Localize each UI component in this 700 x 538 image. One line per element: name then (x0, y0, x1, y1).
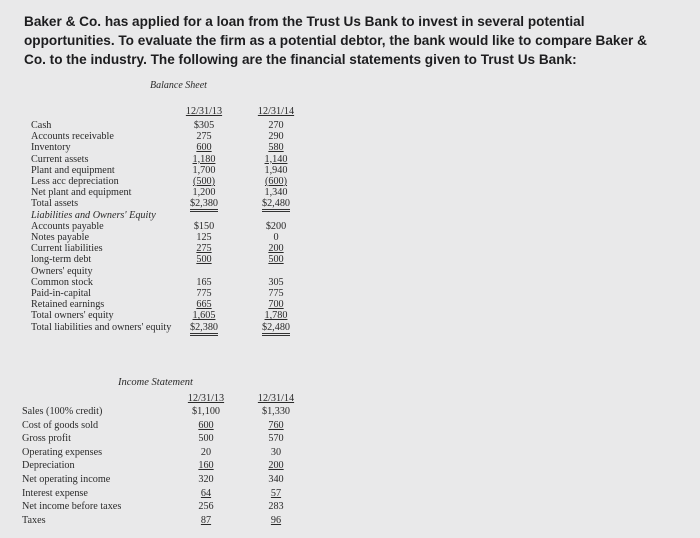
is-col1-header: 12/31/13 (187, 393, 225, 404)
bs-label: Current assets (31, 153, 89, 165)
bs-label: Paid-in-capital (31, 288, 91, 299)
is-value-2013: 320 (198, 474, 214, 485)
bs-value-2014: 500 (268, 254, 284, 266)
bs-value-2014: $200 (265, 220, 287, 232)
balance-sheet-caption: Balance Sheet (150, 80, 207, 91)
bs-value-2014: 1,780 (264, 310, 288, 322)
bs-label: Current liabilities (31, 243, 103, 255)
bs-value-2013: $2,380 (178, 198, 230, 209)
bs-label: Retained earnings (31, 299, 105, 311)
bs-value-2013: $150 (193, 220, 215, 232)
income-statement-caption: Income Statement (118, 377, 193, 388)
is-label: Cost of goods sold (22, 419, 99, 431)
bs-value-2013: 165 (196, 276, 212, 288)
is-value-2014: 340 (268, 474, 284, 485)
is-row (0, 420, 700, 433)
bs-value-2013: 775 (196, 288, 212, 299)
is-value-2014: 570 (268, 433, 284, 445)
bs-row (0, 322, 700, 335)
is-row (0, 460, 700, 473)
bs-column-headers (0, 106, 700, 119)
bs-label: Notes payable (31, 232, 89, 243)
bs-label: Total assets (31, 198, 79, 210)
is-column-headers (0, 393, 700, 406)
is-label: Operating expenses (22, 446, 103, 458)
bs-value-2013: 275 (196, 131, 212, 143)
bs-value-2014: 775 (268, 288, 284, 299)
bs-label: Total liabilities and owners' equity (31, 321, 172, 333)
bs-value-2013: 1,605 (192, 310, 216, 322)
is-row (0, 488, 700, 501)
bs-value-2013: 275 (196, 243, 212, 255)
bs-label: Liabilities and Owners' Equity (31, 209, 156, 221)
bs-value-2014: 1,940 (264, 164, 288, 176)
bs-label: Net plant and equipment (31, 187, 132, 199)
is-row (0, 433, 700, 446)
is-row (0, 406, 700, 419)
bs-value-2013: 1,200 (192, 187, 216, 199)
is-label: Sales (100% credit) (22, 406, 103, 417)
is-value-2014: 57 (270, 487, 282, 499)
bs-value-2014: 270 (268, 120, 284, 131)
bs-value-2014: $2,480 (250, 198, 302, 209)
is-value-2014: 283 (268, 501, 284, 513)
is-row (0, 515, 700, 528)
problem-statement: Baker & Co. has applied for a loan from the Trust Us Bank to invest in several potential opportunities. To evaluate the firm as a potential debtor, the bank would like to compare Baker & Co. to the industry. The following are the financial statements given to Trust Us Bank: (24, 14, 647, 67)
is-label: Net operating income (22, 474, 111, 485)
is-label: Net income before taxes (22, 501, 122, 513)
is-value-2013: 87 (200, 514, 212, 526)
bs-value-2014: 580 (268, 142, 284, 154)
bs-value-2014: 1,140 (264, 153, 288, 165)
bs-label: Total owners' equity (31, 310, 114, 322)
bs-value-2013: $2,380 (178, 322, 230, 333)
is-value-2013: 600 (198, 419, 214, 431)
is-label: Depreciation (22, 460, 75, 472)
is-value-2014: 96 (270, 514, 282, 526)
is-col2-header: 12/31/14 (257, 393, 295, 404)
is-value-2013: 500 (198, 433, 214, 445)
bs-label: Less acc depreciation (31, 176, 119, 187)
bs-value-2014: $2,480 (250, 322, 302, 333)
bs-label: Accounts payable (31, 220, 104, 232)
bs-value-2014: 700 (268, 299, 284, 311)
bs-label: Cash (31, 120, 52, 131)
bs-value-2013: $305 (193, 120, 215, 131)
is-row (0, 447, 700, 460)
bs-value-2014: 1,340 (264, 187, 288, 199)
is-value-2014: 760 (268, 419, 284, 431)
is-label: Gross profit (22, 433, 71, 445)
bs-value-2014: 200 (268, 243, 284, 255)
is-value-2013: $1,100 (191, 406, 220, 417)
is-value-2013: 20 (200, 446, 212, 458)
is-row (0, 474, 700, 487)
bs-label: long-term debt (31, 254, 92, 266)
is-row (0, 501, 700, 514)
is-value-2014: 200 (268, 460, 284, 472)
is-value-2013: 256 (198, 501, 214, 513)
bs-col1-header: 12/31/13 (185, 106, 223, 117)
bs-label: Inventory (31, 142, 71, 154)
bs-col2-header: 12/31/14 (257, 106, 295, 117)
bs-value-2014: (600) (264, 176, 288, 187)
is-value-2014: 30 (270, 446, 282, 458)
bs-value-2013: 1,700 (192, 164, 216, 176)
is-label: Interest expense (22, 487, 88, 499)
bs-value-2014: 290 (268, 131, 284, 143)
bs-value-2013: 500 (196, 254, 212, 266)
is-value-2013: 160 (198, 460, 214, 472)
is-value-2013: 64 (200, 487, 212, 499)
bs-label: Owners' equity (31, 265, 93, 277)
bs-label: Common stock (31, 276, 93, 288)
bs-value-2013: 1,180 (192, 153, 216, 165)
bs-value-2013: 600 (196, 142, 212, 154)
is-value-2014: $1,330 (261, 406, 290, 417)
bs-value-2013: 665 (196, 299, 212, 311)
is-label: Taxes (22, 514, 46, 526)
bs-value-2014: 0 (273, 232, 279, 243)
bs-label: Accounts receivable (31, 131, 114, 143)
bs-value-2014: 305 (268, 276, 284, 288)
bs-value-2013: 125 (196, 232, 212, 243)
bs-label: Plant and equipment (31, 164, 115, 176)
bs-value-2013: (500) (192, 176, 216, 187)
